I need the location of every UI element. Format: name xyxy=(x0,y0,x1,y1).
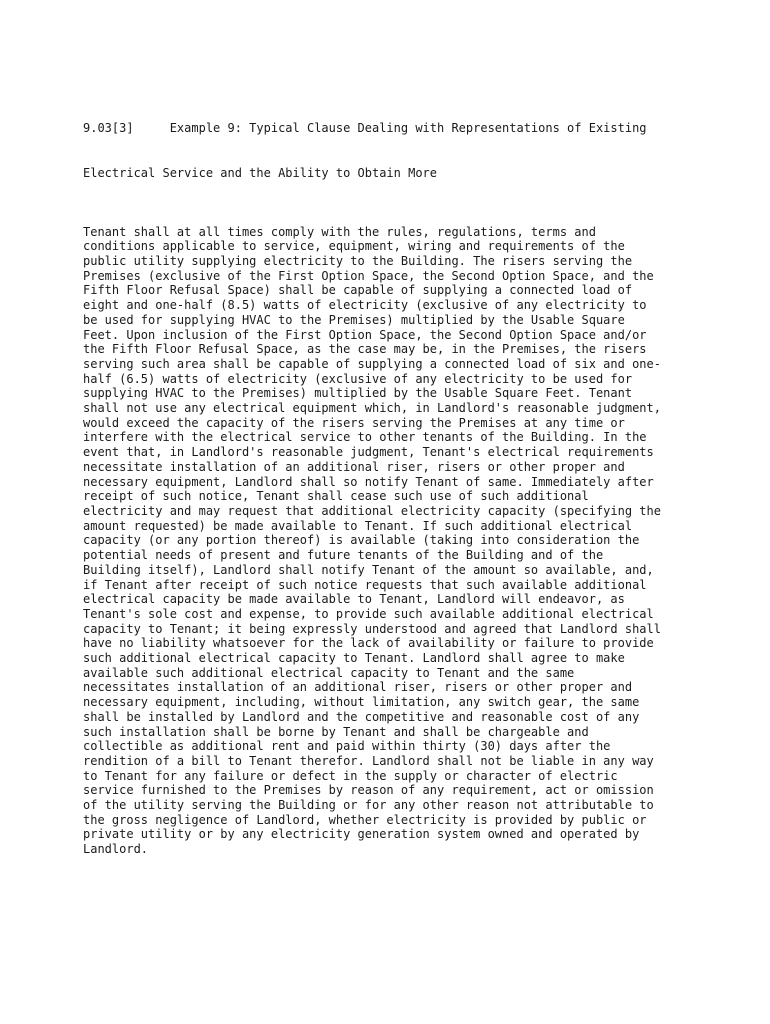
paragraph-line: conditions applicable to service, equipment, wiring and requirements of the xyxy=(83,239,625,254)
paragraph-line: capacity (or any portion thereof) is available (taking into consideration the xyxy=(83,533,640,548)
paragraph-line: if Tenant after receipt of such notice requests that such available additional xyxy=(83,577,647,592)
paragraph-line: necessitates installation of an additional riser, risers or other proper and xyxy=(83,680,633,695)
heading-line: 9.03[3] Example 9: Typical Clause Dealing with Representations of Existing xyxy=(83,121,647,136)
paragraph-line: Premises (exclusive of the First Option Space, the Second Option Space, and the xyxy=(83,268,654,283)
paragraph-line: eight and one-half (8.5) watts of electricity (exclusive of any electricity to xyxy=(83,298,647,313)
paragraph-line: service furnished to the Premises by reason of any requirement, act or omission xyxy=(83,783,654,798)
paragraph-line: shall be installed by Landlord and the competitive and reasonable cost of any xyxy=(83,709,640,724)
paragraph-line: serving such area shall be capable of supplying a connected load of six and one- xyxy=(83,356,661,371)
paragraph-line: Fifth Floor Refusal Space) shall be capable of supplying a connected load of xyxy=(83,283,633,298)
paragraph-line: available such additional electrical capacity to Tenant and the same xyxy=(83,665,575,680)
paragraph-line: such additional electrical capacity to Tenant. Landlord shall agree to make xyxy=(83,651,625,666)
section-heading xyxy=(83,92,723,210)
paragraph-line: of the utility serving the Building or for any other reason not attributable to xyxy=(83,798,654,813)
paragraph-line: electricity and may request that additional electricity capacity (specifying the xyxy=(83,503,661,518)
paragraph-line: interfere with the electrical service to other tenants of the Building. In the xyxy=(83,430,647,445)
paragraph-line: Building itself), Landlord shall notify Tenant of the amount so available, and, xyxy=(83,562,654,577)
heading-line: Electrical Service and the Ability to Obtain More xyxy=(83,165,438,180)
paragraph-line: Feet. Upon inclusion of the First Option Space, the Second Option Space and/or xyxy=(83,327,647,342)
paragraph-line: shall not use any electrical equipment which, in Landlord's reasonable judgment, xyxy=(83,401,661,416)
paragraph-line: capacity to Tenant; it being expressly understood and agreed that Landlord shall xyxy=(83,621,661,636)
clause-paragraph xyxy=(83,225,723,857)
paragraph-line: have no liability whatsoever for the lack of availability or failure to provide xyxy=(83,636,654,651)
paragraph-line: public utility supplying electricity to the Building. The risers serving the xyxy=(83,254,633,269)
paragraph-line: Tenant shall at all times comply with the rules, regulations, terms and xyxy=(83,224,596,239)
paragraph-line: necessary equipment, including, without limitation, any switch gear, the same xyxy=(83,695,640,710)
paragraph-line: event that, in Landlord's reasonable judgment, Tenant's electrical requirements xyxy=(83,445,654,460)
paragraph-line: the Fifth Floor Refusal Space, as the case may be, in the Premises, the risers xyxy=(83,342,647,357)
paragraph-line: half (6.5) watts of electricity (exclusive of any electricity to be used for xyxy=(83,371,633,386)
paragraph-line: collectible as additional rent and paid within thirty (30) days after the xyxy=(83,739,611,754)
paragraph-line: would exceed the capacity of the risers serving the Premises at any time or xyxy=(83,415,625,430)
paragraph-line: necessary equipment, Landlord shall so notify Tenant of same. Immediately after xyxy=(83,474,654,489)
paragraph-line: be used for supplying HVAC to the Premises) multiplied by the Usable Square xyxy=(83,312,625,327)
document-body xyxy=(83,92,723,857)
paragraph-line: Landlord. xyxy=(83,842,149,857)
paragraph-line: receipt of such notice, Tenant shall cease such use of such additional xyxy=(83,489,589,504)
paragraph-line: amount requested) be made available to Tenant. If such additional electrical xyxy=(83,518,633,533)
paragraph-line: necessitate installation of an additional riser, risers or other proper and xyxy=(83,459,625,474)
paragraph-line: the gross negligence of Landlord, whether electricity is provided by public or xyxy=(83,812,647,827)
paragraph-line: to Tenant for any failure or defect in the supply or character of electric xyxy=(83,768,618,783)
paragraph-line: electrical capacity be made available to Tenant, Landlord will endeavor, as xyxy=(83,592,625,607)
paragraph-line: such installation shall be borne by Tenant and shall be chargeable and xyxy=(83,724,589,739)
paragraph-line: supplying HVAC to the Premises) multiplied by the Usable Square Feet. Tenant xyxy=(83,386,633,401)
paragraph-line: Tenant's sole cost and expense, to provide such available additional electrical xyxy=(83,606,654,621)
paragraph-line: rendition of a bill to Tenant therefor. Landlord shall not be liable in any way xyxy=(83,753,654,768)
paragraph-line: potential needs of present and future tenants of the Building and of the xyxy=(83,548,604,563)
paragraph-line: private utility or by any electricity generation system owned and operated by xyxy=(83,827,640,842)
